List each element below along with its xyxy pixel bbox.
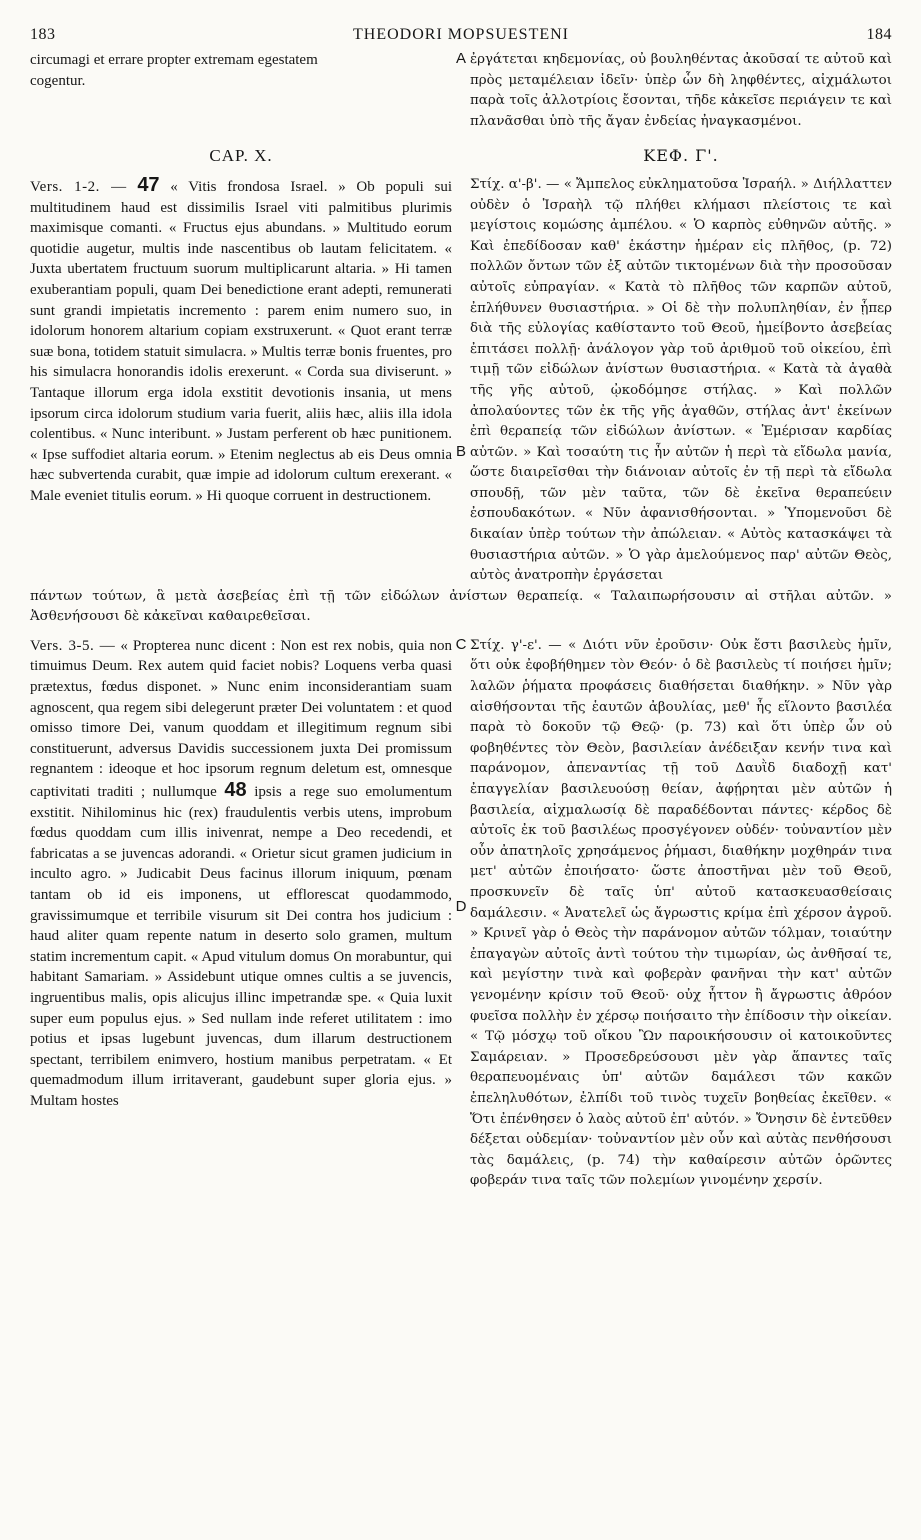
section1-latin-text: « Vitis frondosa Israel. » Ob populi sui multitudinem haud est dissimilis Israel viti palmitibus plurimis maximisque comanti. « Fructus ejus abundans. » Multitudo eorum quotidie augetur, multis inde nascentibus ob lautam felicitatem. « Juxta ubertatem fructuum suorum multiplicarunt altaria. » Hi tamen exuberantiam populi, quam Dei benedictione erant adepti, remunerati sunt grandi impietatis incremento : parem enim numero suo, in idolorum honorem altarium copiam exstruxerunt. « Quot erant terræ suæ bona, totidem statuit simulacra. » Multis terræ bonis fruentes, pro his simulacra honorandis idolis erexerunt. « Corda sua diviserunt. » Tantaque illorum erga idola exstitit devotionis insania, ut mens ipsorum circa idolorum studium varia fuerit, aliis hæc, aliis illa idola colentibus. « Nunc interibunt. » Justam perferent ob hæc punitionem. « Ipse suffodiet altaria eorum. » Etenim neglectus ab eis Deus omnia hæc subvertenda curabit, quæ impie ad idolorum cultum erexerant. « Male eveniet titulis eorum. » Hi quoque corruent in destructionem. [30,178,453,504]
section1-greek [470,175,892,587]
section1-latin [30,175,452,587]
chapter-title-latin: CAP. X. [209,146,273,166]
section2-latin-text-b: ipsis a rege suo emolumentum exstitit. Nihilominus hic (rex) fraudulentis verbis utens, improbum fœdus quoddam cum illis inivenrat, nempe a Deo recedendi, et fabricatas a se juvencas adorandi. « Orietur sicut gramen judicium in inculto agro. » Judicabit Deus facinus illorum iniquum, pœnam tantam ob id eis imponens, ut efflorescat quodammodo, gravissimumque et terribile visurum sit Dei contra hos judicium : haud aliter quam repente natum in deserto solo gramen, multum statim incrementum capit. « Apud vitulum domus On morabuntur, qui habitant Samariam. » Assidebunt utique omnes cultis a se juvencis, ingruentibus malis, opis alicujus illinc impetrandæ spe. « Quia luxit super eum populus ejus. » Sed nullam inde referet utilitatem : imo potius et ipsas lugebunt juvencas, dum illarum destructionem spectant, terribilem enimvero, hostium manibus perpetratam. « Et quemadmodum illum irritaverant, gaudebunt super gloria ejus. » Multam hostes [30,784,453,1109]
margin-marker-d: D [455,897,467,915]
intro-row [30,50,892,132]
intro-latin-line1: circumagi et errare propter extremam egestatem [30,52,318,68]
page [30,26,892,1192]
section2-greek-vers: Στίχ. γ'-ε'. — [470,637,562,653]
chapter-title-greek: ΚΕΦ. Γ'. [643,146,719,166]
section2-latin-text-a: « Propterea nunc dicent : Non est rex nobis, quia non timuimus Deum. Rex autem quid faciet nobis? Loquens verba quasi prætextus, fœdus disponet. » Nunc enim inconsiderantiam suam agnoscent, qua regem sibi delegerunt præter Dei voluntatem : et quod omisso timore Dei, vanum quoddam et illegitimum regnum sibi constituerunt, adversus Davidis successionem juxta Dei promissum regnantem : ideoque et hoc ipsorum regnum deletum est, omnesque captivitati traditi ; nullumque [30,637,453,800]
chapter-heading-row [30,132,892,175]
section2-greek-text: « Διότι νῦν ἐροῦσιν· Οὐκ ἔστι βασιλεὺς ἡμῖν, ὅτι οὐκ ἐφοβήθημεν τὸν Θεόν· ὁ δὲ βασιλεὺς τί ποιήσει ἡμῖν; λαλῶν ῥήματα προφάσεις διαθήσεται διαθήκην. » Νῦν γὰρ αἰσθήσονται τῆς ἑαυτῶν ἀβουλίας, μεθ' ἧς εἵλοντο βασιλέα παρὰ τὸ δοκοῦν τῷ Θεῷ· (p. 73) καὶ ὅτι ὑπὲρ ὧν οὐ φοβηθέντες τὸν Θεὸν, βασιλείαν ἀνέδειξαν κενήν τινα καὶ παράνομον, ἀπεναντίας τῇ τοῦ Δαυῒδ διαδοχῇ κατ' ἐπαγγελίαν βασιλευούσῃ θείαν, ἀφῄρηται μὲν αὐτῶν ἡ βασιλεία, αἰχμαλωσίᾳ δὲ παραδέδονται πάντες· κέρδος δὲ αὐτοῖς ἐκ τοῦ βασιλέως προσγέγονεν οὐδέν· τοὐναντίον μὲν οὖν ἀπατηλοῖς χρησάμενος ῥήμασι, διαθήκην μοχθηράν τινα μετ' αὐτῶν ἐποιήσατο· ὥστε ἀποστῆναι μὲν τοῦ Θεοῦ, προσκυνεῖν δὲ ταῖς ὑπ' αὐτοῦ κατασκευασθείσαις δαμάλεσιν. « Ἀνατελεῖ ὡς ἄγρωστις κρίμα ἐπὶ χέρσον ἀγροῦ. » Κρινεῖ γὰρ ὁ Θεὸς τὴν παράνομον αὐτῶν τόλμαν, τοιαύτην ἐπαγαγὼν αὐτοῖς ἀντὶ τούτου τὴν τιμωρίαν, ὡς ἀνθῆσαί τε, καὶ μεγίστην τινὰ καὶ φοβερὰν φανῆναι τὴν κατ' αὐτῶν γενομένην κρίσιν τοῦ Θεοῦ· οὐχ ἧττον ἢ ἄγρωστις ἀθρόον φυεῖσα πολλὴν ἐν χέρσῳ ποιήσαιτο τὴν ἐπίδοσιν τὴν οἰκείαν. « Τῷ μόσχῳ τοῦ οἴκου Ὢν παροικήσουσιν οἱ κατοικοῦντες Σαμάρειαν. » Προσεδρεύσουσι μὲν γὰρ ἅπαντες ταῖς θεραπευομέναις ὑπ' αὐτῶν δαμάλεσι τῶν κακῶν ἐπεληλυθότων, ἐλπίδι τοῦ τινὸς τυχεῖν βοηθείας ἐκεῖθεν. « Ὅτι ἐπένθησεν ὁ λαὸς αὐτοῦ ἐπ' αὐτόν. » Ὄνησιν δὲ ἐντεῦθεν δέξεται οὐδεμίαν· τοὐναντίον μὲν οὖν καὶ αὐτὰς πενθήσουσι τὰς δαμάλεις, (p. 74) τὴν καθαίρεσιν αὐτῶν ὁρῶντες φοβεράν τινα ταῖς τῶν πολεμίων γινομένην χερσίν. [470,637,893,1189]
section1-latin-vers: Vers. 1-2. — [30,178,127,195]
section1-column-number: 47 [137,173,160,196]
section2-row [30,636,892,1192]
section1-greek-fullwidth: πάντων τούτων, ἃ μετὰ ἀσεβείας ἐπὶ τῇ τῶν εἰδώλων ἀνίστων θεραπείᾳ. « Ταλαιπωρήσουσιν αἱ στῆλαι αὐτῶν. » Ἀσθενήσουσι δὲ κἀκεῖναι καθαιρεθεῖσαι. [30,588,892,625]
section1-row [30,175,892,587]
intro-latin-line2: cogentur. [30,72,86,89]
running-title: THEODORI MOPSUESTENI [353,26,569,43]
page-number-left: 183 [30,26,56,43]
section2-column-number: 48 [224,779,247,801]
intro-greek-text: ἐργάτεται κηδεμονίας, οὐ βουληθέντας ἀκοῦσαί τε αὐτοῦ καὶ πρὸς μεταμέλειαν ἰδεῖν· ὑπὲρ ὧν δὴ ληφθέντες, αἰχμάλωτοι παρὰ τοῖς ἀλλοτρίοις ἔσονται, τῆδε κἀκεῖσε περιάγειν τε καὶ πλανᾶσθαι ὑπὸ τῆς ἄγαν ἐνδείας ἠναγκασμένοι. [470,52,892,129]
intro-latin [30,50,452,132]
section1-greek-text: « Ἄμπελος εὐκληματοῦσα Ἰσραήλ. » Διήλλαττεν οὐδὲν ὁ Ἰσραὴλ τῷ πλήθει κλήμασι πλείστοις τε καὶ μεγίστοις κομώσης ἀμπέλου. « Ὁ καρπὸς εὐθηνῶν αὐτῆς. » Καὶ ἐπεδίδοσαν καθ' ἑκάστην ἡμέραν εἰς πλῆθος, (p. 72) πολλῶν ὄντων τῶν ἐξ αὐτῶν τικτομένων διὰ τὴν προσοῦσαν αὐτοῖς εὐπραγίαν. « Κατὰ τὸ πλῆθος τῶν καρπῶν αὐτοῦ, ἐπλήθυνεν θυσιαστήρια. » Οἱ δὲ τὴν πολυπληθίαν, ἐν ᾗπερ διὰ τῆς εὐλογίας καθίσταντο τοῦ Θεοῦ, ἠμείβοντο ἀσεβείας ἐπιτάσει πολλῇ· ἀνάλογον γὰρ τοῦ ἀριθμοῦ τοῦ οἰκείου, ἐπὶ τιμῇ τῶν εἰδώλων ἀνίστων θυσιαστήρια. « Κατὰ τὰ ἀγαθὰ τῆς γῆς αὐτοῦ, ᾠκοδόμησε στήλας. » Καὶ πολλῶν ἀπολαύοντες τῶν ἐκ τῆς γῆς ἀγαθῶν, στήλας ἀντ' ἐκείνων ἐπὶ θεραπείᾳ τῶν εἰδώλων ἀνίστων. « Ἐμέρισαν καρδίας αὐτῶν. » Καὶ τοσαύτη τις ἦν αὐτῶν ἡ περὶ τὰ εἴδωλα μανία, ὥστε διαιρεῖσθαι τὴν διάνοιαν αὐτοῖς ἐν τῇ περὶ τὰ εἴδωλα σπουδῇ, τῶν μὲν ταῦτα, τῶν δὲ ἐκεῖνα θεραπεύειν ἐσπουδακότων. « Νῦν ἀφανισθήσονται. » Ὑπομενοῦσι δὲ δικαίαν ὑπὲρ τούτων τὴν ἀπώλειαν. « Αὐτὸς κατασκάψει τὰ θυσιαστήρια αὐτῶν. » Ὁ γὰρ ἀμελούμενος παρ' αὐτῶν Θεὸς, αὐτὸς ἀνατροπὴν ἐργάσεται [470,176,892,584]
section1-greek-vers: Στίχ. α'-β'. — [470,176,560,192]
section2-greek [470,636,892,1192]
page-number-right: 184 [866,26,892,43]
margin-marker-b: B [455,442,466,460]
running-header [30,26,892,50]
section2-latin [30,636,452,1192]
section2-latin-vers: Vers. 3-5. — [30,637,116,654]
margin-marker-a: A [455,50,466,67]
intro-greek [470,50,892,132]
margin-marker-c: C [455,635,467,653]
